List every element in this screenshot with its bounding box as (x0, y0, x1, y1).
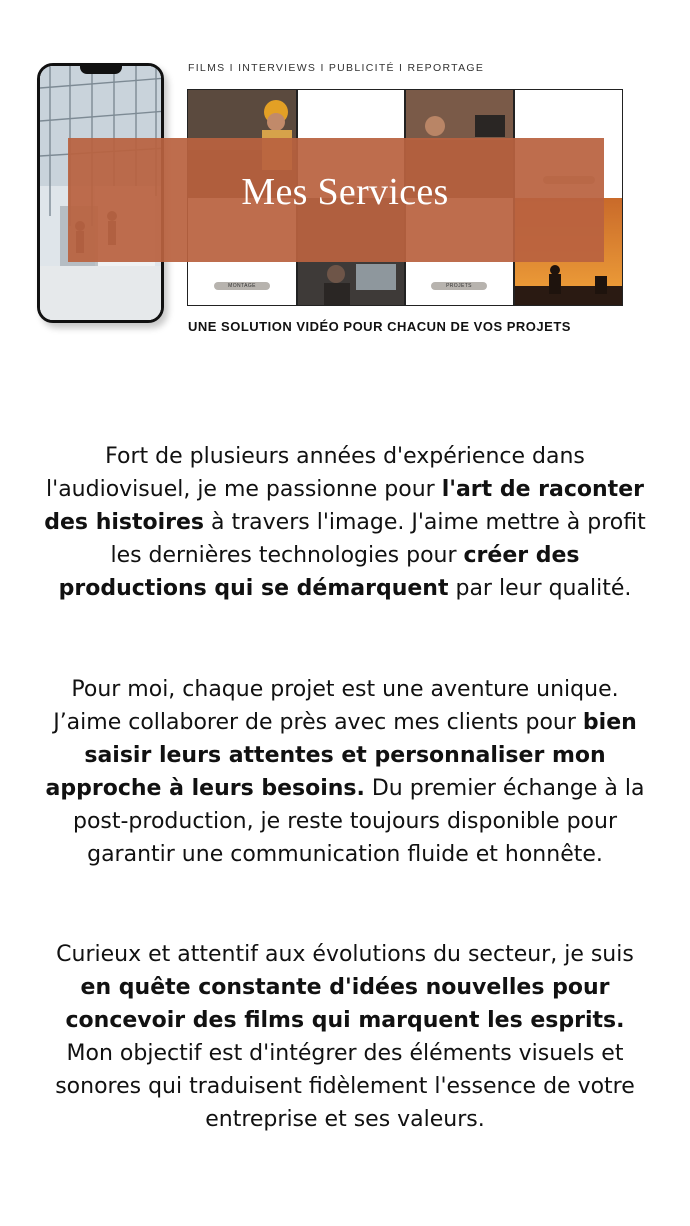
service-categories: FILMS I INTERVIEWS I PUBLICITÉ I REPORTAGE (188, 62, 485, 74)
intro-paragraph (40, 440, 650, 605)
highlight-text: en quête constante d'idées nouvelles pour concevoir des films qui marquent les esprits. (65, 975, 625, 1033)
tagline: UNE SOLUTION VIDÉO POUR CHACUN DE VOS PROJETS (188, 319, 571, 334)
projets-chip: PROJETS (431, 282, 487, 290)
body-text: Pour moi, chaque projet est une aventure unique. J’aime collaborer de près avec mes clients pour (53, 677, 619, 735)
vision-paragraph (40, 938, 650, 1136)
banner-title: Mes Services (241, 171, 449, 213)
montage-chip: MONTAGE (214, 282, 270, 290)
body-text: Du premier échange à la post-production, je reste toujours disponible pour garantir une communication fluide et honnête. (72, 776, 645, 867)
highlight-text: bien saisir leurs attentes et personnaliser mon approche à leurs besoins. (45, 710, 637, 801)
highlight-text: l'art de raconter des histoires (44, 477, 644, 535)
body-text: Curieux et attentif aux évolutions du secteur, je suis (56, 942, 634, 967)
services-hero (0, 0, 690, 345)
body-text: par leur qualité. (448, 576, 632, 601)
body-text: Fort de plusieurs années d'expérience dans l'audiovisuel, je me passionne pour (46, 444, 585, 502)
body-text: Mon objectif est d'intégrer des éléments visuels et sonores qui traduisent fidèlement l'essence de votre entreprise et ses valeurs. (55, 1041, 635, 1132)
phone-notch (80, 65, 122, 74)
approach-paragraph (40, 673, 650, 871)
highlight-text: créer des productions qui se démarquent (58, 543, 580, 601)
body-text: à travers l'image. J'aime mettre à profit les dernières technologies pour (110, 510, 646, 568)
